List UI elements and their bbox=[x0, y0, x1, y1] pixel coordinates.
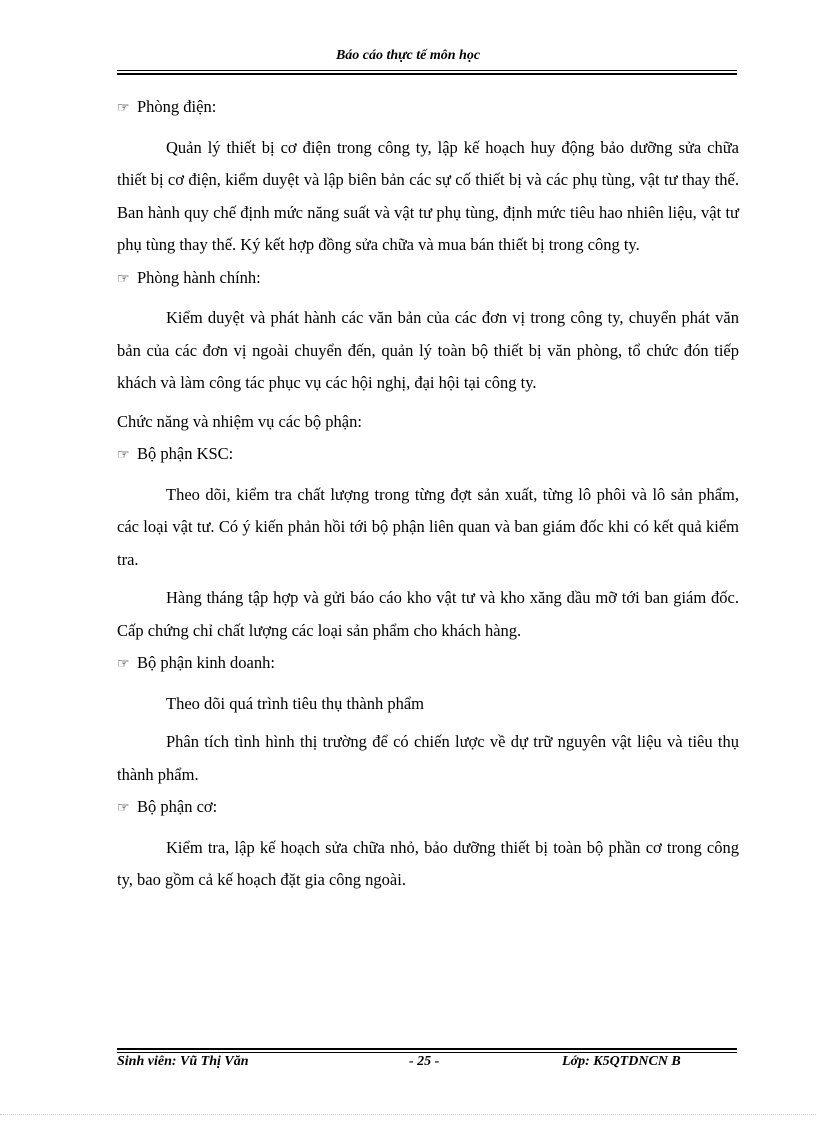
paragraph: Theo dõi quá trình tiêu thụ thành phẩm bbox=[166, 693, 424, 713]
pointing-hand-icon: ☞ bbox=[117, 657, 130, 672]
pointing-hand-icon: ☞ bbox=[117, 271, 130, 287]
paragraph: Phân tích tình hình thị trường để có chiến lược về dự trữ nguyên vật liệu và tiêu thụ thành phẩm. bbox=[117, 732, 739, 784]
pointing-hand-icon: ☞ bbox=[117, 448, 130, 463]
footer-page-number: - 25 - bbox=[409, 1054, 440, 1069]
pointing-hand-icon: ☞ bbox=[117, 801, 130, 816]
bullet-phong-dien: ☞ Phòng điện: bbox=[117, 91, 739, 126]
bullet-bo-phan-kinh-doanh: ☞ Bộ phận kinh doanh: bbox=[117, 647, 739, 682]
footer-class: Lớp: K5QTDNCN B bbox=[562, 1054, 681, 1069]
paragraph: Hàng tháng tập hợp và gửi báo cáo kho vật tư và kho xăng dầu mỡ tới ban giám đốc. Cấp chứng chỉ chất lượng các loại sản phẩm cho khách hàng. bbox=[117, 588, 739, 640]
paragraph: Kiểm tra, lập kế hoạch sửa chữa nhỏ, bảo dưỡng thiết bị toàn bộ phần cơ trong công ty, bao gồm cả kế hoạch đặt gia công ngoài. bbox=[117, 837, 739, 889]
paragraph: Chức năng và nhiệm vụ các bộ phận: bbox=[117, 411, 362, 431]
footer-rule-thin bbox=[117, 1052, 737, 1053]
paragraph: Quản lý thiết bị cơ điện trong công ty, lập kế hoạch huy động bảo dưỡng sửa chữa thiết bị cơ điện, kiểm duyệt và lập biên bản các sự cố thiết bị và các phụ tùng, vật tư thay thế. Ban hành quy chế định mức năng suất và vật tư phụ tùng, định mức tiêu hao nhiên liệu, vật tư phụ tùng thay thế. Ký kết hợp đồng sửa chữa và mua bán thiết bị trong công ty. bbox=[117, 137, 739, 254]
bullet-bo-phan-co: ☞ Bộ phận cơ: bbox=[117, 791, 739, 826]
header-rule-thin bbox=[117, 70, 737, 71]
page-header-title: Báo cáo thực tế môn học bbox=[335, 48, 481, 63]
document-body bbox=[117, 91, 739, 897]
paragraph: Kiểm duyệt và phát hành các văn bản của các đơn vị trong công ty, chuyển phát văn bản của các đơn vị ngoài chuyển đến, quản lý toàn bộ thiết bị văn phòng, tổ chức đón tiếp khách và làm công tác phục vụ các hội nghị, đại hội tại công ty. bbox=[117, 308, 739, 392]
footer-student: Sinh viên: Vũ Thị Văn bbox=[117, 1054, 249, 1069]
page-footer bbox=[117, 1054, 737, 1074]
bullet-bo-phan-ksc: ☞ Bộ phận KSC: bbox=[117, 438, 739, 473]
page-edge-dotted-line bbox=[0, 1114, 816, 1115]
paragraph: Theo dõi, kiểm tra chất lượng trong từng đợt sản xuất, từng lô phôi và lô sản phẩm, các loại vật tư. Có ý kiến phản hồi tới bộ phận liên quan và ban giám đốc khi có kết quả kiểm tra. bbox=[117, 484, 739, 569]
header-rule-thick bbox=[117, 73, 737, 75]
bullet-phong-hanh-chinh: ☞ Phòng hành chính: bbox=[117, 262, 739, 297]
pointing-hand-icon: ☞ bbox=[117, 101, 130, 116]
footer-rule-thick bbox=[117, 1048, 737, 1050]
